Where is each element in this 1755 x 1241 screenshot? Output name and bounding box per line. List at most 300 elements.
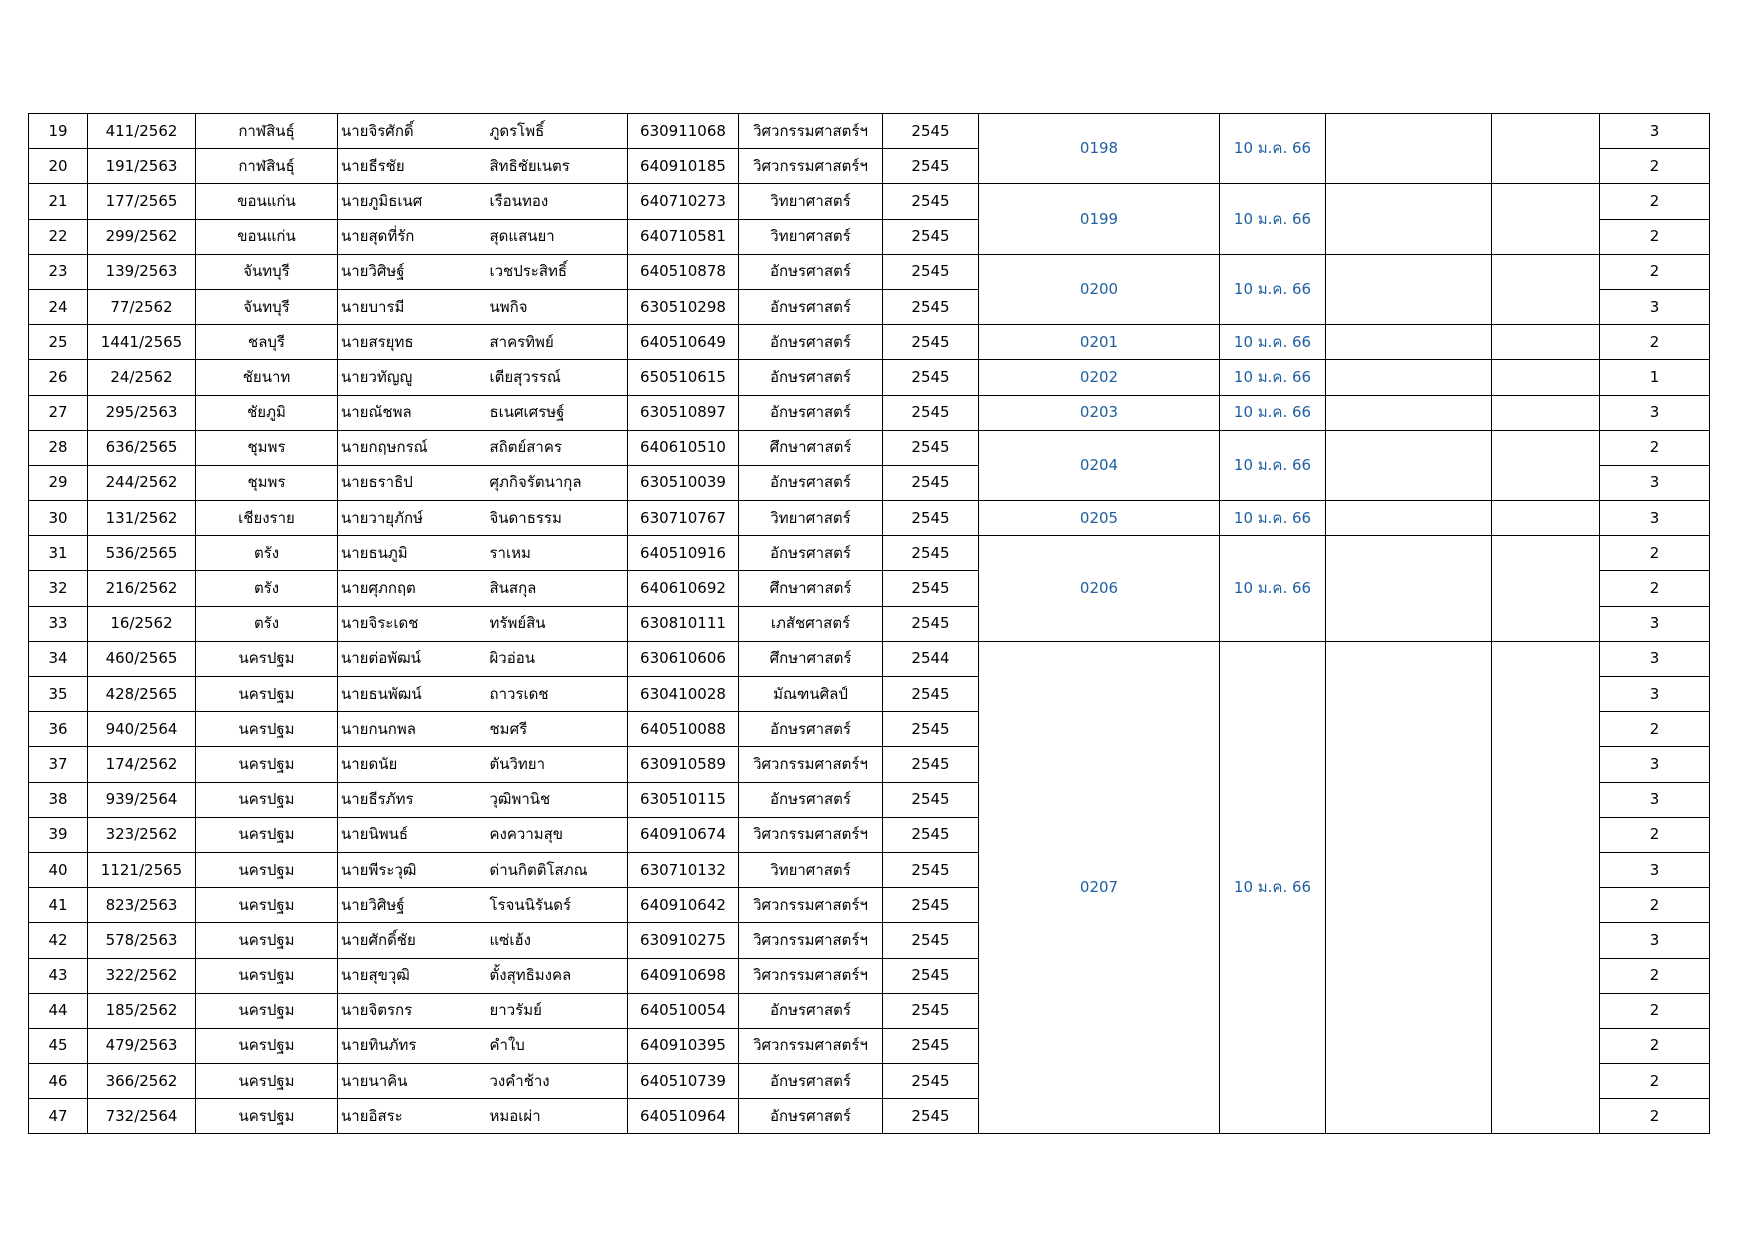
group-number-cell: 0199 <box>979 184 1220 254</box>
reference-number-cell: 244/2562 <box>88 465 196 500</box>
blank-cell-b <box>1492 501 1600 536</box>
count-cell: 2 <box>1600 1028 1710 1063</box>
table-row <box>29 395 1710 430</box>
first-name-cell: นายวิศิษฐ์ <box>338 888 486 923</box>
date-cell: 10 ม.ค. 66 <box>1220 325 1326 360</box>
birth-year-cell: 2545 <box>883 677 979 712</box>
student-id-cell: 630810111 <box>628 606 739 641</box>
surname-cell: ถาวรเดช <box>486 677 628 712</box>
table-row <box>29 184 1710 219</box>
reference-number-cell: 322/2562 <box>88 958 196 993</box>
date-cell: 10 ม.ค. 66 <box>1220 360 1326 395</box>
surname-cell: สิทธิชัยเนตร <box>486 149 628 184</box>
surname-cell: ยาวรัมย์ <box>486 993 628 1028</box>
birth-year-cell: 2545 <box>883 114 979 149</box>
blank-cell-a <box>1326 501 1492 536</box>
blank-cell-b <box>1492 114 1600 184</box>
surname-cell: ราเหม <box>486 536 628 571</box>
date-cell: 10 ม.ค. 66 <box>1220 641 1326 1134</box>
row-number-cell: 29 <box>29 465 88 500</box>
faculty-cell: อักษรศาสตร์ <box>739 465 883 500</box>
reference-number-cell: 732/2564 <box>88 1099 196 1134</box>
row-number-cell: 34 <box>29 641 88 676</box>
surname-cell: ชมศรี <box>486 712 628 747</box>
first-name-cell: นายอิสระ <box>338 1099 486 1134</box>
birth-year-cell: 2545 <box>883 360 979 395</box>
first-name-cell: นายธราธิป <box>338 465 486 500</box>
student-id-cell: 630910589 <box>628 747 739 782</box>
birth-year-cell: 2545 <box>883 395 979 430</box>
province-cell: ขอนแก่น <box>196 184 338 219</box>
reference-number-cell: 1441/2565 <box>88 325 196 360</box>
row-number-cell: 22 <box>29 219 88 254</box>
birth-year-cell: 2545 <box>883 712 979 747</box>
count-cell: 3 <box>1600 747 1710 782</box>
province-cell: นครปฐม <box>196 888 338 923</box>
reference-number-cell: 578/2563 <box>88 923 196 958</box>
row-number-cell: 20 <box>29 149 88 184</box>
blank-cell-b <box>1492 536 1600 642</box>
count-cell: 2 <box>1600 817 1710 852</box>
date-cell: 10 ม.ค. 66 <box>1220 254 1326 324</box>
row-number-cell: 28 <box>29 430 88 465</box>
student-id-cell: 630510897 <box>628 395 739 430</box>
count-cell: 3 <box>1600 923 1710 958</box>
reference-number-cell: 216/2562 <box>88 571 196 606</box>
surname-cell: ตันวิทยา <box>486 747 628 782</box>
province-cell: ชุมพร <box>196 430 338 465</box>
reference-number-cell: 460/2565 <box>88 641 196 676</box>
province-cell: จันทบุรี <box>196 254 338 289</box>
row-number-cell: 41 <box>29 888 88 923</box>
province-cell: ตรัง <box>196 571 338 606</box>
student-id-cell: 640510088 <box>628 712 739 747</box>
student-id-cell: 630710132 <box>628 852 739 887</box>
surname-cell: สุดแสนยา <box>486 219 628 254</box>
reference-number-cell: 366/2562 <box>88 1064 196 1099</box>
reference-number-cell: 177/2565 <box>88 184 196 219</box>
faculty-cell: วิทยาศาสตร์ <box>739 219 883 254</box>
birth-year-cell: 2545 <box>883 747 979 782</box>
student-id-cell: 640510739 <box>628 1064 739 1099</box>
student-id-cell: 630710767 <box>628 501 739 536</box>
student-id-cell: 640910185 <box>628 149 739 184</box>
student-id-cell: 630410028 <box>628 677 739 712</box>
birth-year-cell: 2545 <box>883 289 979 324</box>
table-row <box>29 430 1710 465</box>
student-id-cell: 640510916 <box>628 536 739 571</box>
first-name-cell: นายจิรศักดิ์ <box>338 114 486 149</box>
province-cell: กาฬสินธุ์ <box>196 114 338 149</box>
blank-cell-a <box>1326 536 1492 642</box>
row-number-cell: 27 <box>29 395 88 430</box>
birth-year-cell: 2545 <box>883 465 979 500</box>
birth-year-cell: 2545 <box>883 817 979 852</box>
date-cell: 10 ม.ค. 66 <box>1220 184 1326 254</box>
first-name-cell: นายบารมี <box>338 289 486 324</box>
surname-cell: คงความสุข <box>486 817 628 852</box>
count-cell: 2 <box>1600 254 1710 289</box>
reference-number-cell: 174/2562 <box>88 747 196 782</box>
first-name-cell: นายดนัย <box>338 747 486 782</box>
group-number-cell: 0201 <box>979 325 1220 360</box>
reference-number-cell: 191/2563 <box>88 149 196 184</box>
reference-number-cell: 636/2565 <box>88 430 196 465</box>
reference-number-cell: 823/2563 <box>88 888 196 923</box>
blank-cell-b <box>1492 360 1600 395</box>
faculty-cell: มัณฑนศิลป์ <box>739 677 883 712</box>
count-cell: 3 <box>1600 641 1710 676</box>
surname-cell: หมอเผ่า <box>486 1099 628 1134</box>
surname-cell: ผิวอ่อน <box>486 641 628 676</box>
faculty-cell: ศึกษาศาสตร์ <box>739 641 883 676</box>
reference-number-cell: 77/2562 <box>88 289 196 324</box>
first-name-cell: นายนาคิน <box>338 1064 486 1099</box>
student-id-cell: 640610510 <box>628 430 739 465</box>
first-name-cell: นายพีระวุฒิ <box>338 852 486 887</box>
count-cell: 1 <box>1600 360 1710 395</box>
faculty-cell: อักษรศาสตร์ <box>739 289 883 324</box>
first-name-cell: นายนิพนธ์ <box>338 817 486 852</box>
surname-cell: ภูดรโพธิ์ <box>486 114 628 149</box>
row-number-cell: 24 <box>29 289 88 324</box>
first-name-cell: นายศุภกฤต <box>338 571 486 606</box>
surname-cell: วุฒิพานิช <box>486 782 628 817</box>
first-name-cell: นายจิตรกร <box>338 993 486 1028</box>
birth-year-cell: 2545 <box>883 958 979 993</box>
faculty-cell: อักษรศาสตร์ <box>739 993 883 1028</box>
birth-year-cell: 2545 <box>883 184 979 219</box>
student-id-cell: 640910674 <box>628 817 739 852</box>
faculty-cell: อักษรศาสตร์ <box>739 395 883 430</box>
first-name-cell: นายธนพัฒน์ <box>338 677 486 712</box>
faculty-cell: วิศวกรรมศาสตร์ฯ <box>739 817 883 852</box>
row-number-cell: 47 <box>29 1099 88 1134</box>
surname-cell: เรือนทอง <box>486 184 628 219</box>
birth-year-cell: 2545 <box>883 536 979 571</box>
province-cell: ตรัง <box>196 606 338 641</box>
surname-cell: เตียสุวรรณ์ <box>486 360 628 395</box>
faculty-cell: ศึกษาศาสตร์ <box>739 571 883 606</box>
province-cell: นครปฐม <box>196 677 338 712</box>
first-name-cell: นายกฤษกรณ์ <box>338 430 486 465</box>
row-number-cell: 45 <box>29 1028 88 1063</box>
count-cell: 2 <box>1600 219 1710 254</box>
first-name-cell: นายวทัญญู <box>338 360 486 395</box>
student-id-cell: 640910698 <box>628 958 739 993</box>
count-cell: 2 <box>1600 571 1710 606</box>
row-number-cell: 42 <box>29 923 88 958</box>
count-cell: 2 <box>1600 958 1710 993</box>
student-id-cell: 640910642 <box>628 888 739 923</box>
birth-year-cell: 2545 <box>883 1064 979 1099</box>
blank-cell-a <box>1326 360 1492 395</box>
province-cell: ชุมพร <box>196 465 338 500</box>
student-id-cell: 630610606 <box>628 641 739 676</box>
first-name-cell: นายสุขวุฒิ <box>338 958 486 993</box>
reference-number-cell: 16/2562 <box>88 606 196 641</box>
reference-number-cell: 24/2562 <box>88 360 196 395</box>
province-cell: นครปฐม <box>196 817 338 852</box>
first-name-cell: นายภูมิธเนศ <box>338 184 486 219</box>
faculty-cell: วิศวกรรมศาสตร์ฯ <box>739 923 883 958</box>
student-id-cell: 640510054 <box>628 993 739 1028</box>
student-id-cell: 640510649 <box>628 325 739 360</box>
surname-cell: ด่านกิตติโสภณ <box>486 852 628 887</box>
date-cell: 10 ม.ค. 66 <box>1220 501 1326 536</box>
count-cell: 3 <box>1600 114 1710 149</box>
reference-number-cell: 299/2562 <box>88 219 196 254</box>
faculty-cell: วิศวกรรมศาสตร์ฯ <box>739 747 883 782</box>
table-row <box>29 114 1710 149</box>
student-id-cell: 650510615 <box>628 360 739 395</box>
student-id-cell: 630510039 <box>628 465 739 500</box>
student-id-cell: 640610692 <box>628 571 739 606</box>
birth-year-cell: 2545 <box>883 888 979 923</box>
surname-cell: สินสกุล <box>486 571 628 606</box>
group-number-cell: 0202 <box>979 360 1220 395</box>
date-cell: 10 ม.ค. 66 <box>1220 536 1326 642</box>
faculty-cell: วิทยาศาสตร์ <box>739 184 883 219</box>
first-name-cell: นายกนกพล <box>338 712 486 747</box>
faculty-cell: อักษรศาสตร์ <box>739 325 883 360</box>
birth-year-cell: 2545 <box>883 254 979 289</box>
count-cell: 3 <box>1600 852 1710 887</box>
count-cell: 3 <box>1600 677 1710 712</box>
province-cell: ชลบุรี <box>196 325 338 360</box>
faculty-cell: วิทยาศาสตร์ <box>739 501 883 536</box>
province-cell: นครปฐม <box>196 782 338 817</box>
first-name-cell: นายธีรภัทร <box>338 782 486 817</box>
reference-number-cell: 139/2563 <box>88 254 196 289</box>
group-number-cell: 0203 <box>979 395 1220 430</box>
reference-number-cell: 131/2562 <box>88 501 196 536</box>
count-cell: 2 <box>1600 149 1710 184</box>
roster-table <box>28 113 1710 1134</box>
first-name-cell: นายศักดิ์ชัย <box>338 923 486 958</box>
first-name-cell: นายวิศิษฐ์ <box>338 254 486 289</box>
blank-cell-a <box>1326 641 1492 1134</box>
table-row <box>29 254 1710 289</box>
row-number-cell: 37 <box>29 747 88 782</box>
group-number-cell: 0200 <box>979 254 1220 324</box>
surname-cell: จินดาธรรม <box>486 501 628 536</box>
province-cell: นครปฐม <box>196 1028 338 1063</box>
surname-cell: สถิตย์สาคร <box>486 430 628 465</box>
group-number-cell: 0205 <box>979 501 1220 536</box>
province-cell: นครปฐม <box>196 923 338 958</box>
first-name-cell: นายณัชพล <box>338 395 486 430</box>
reference-number-cell: 411/2562 <box>88 114 196 149</box>
blank-cell-a <box>1326 114 1492 184</box>
birth-year-cell: 2545 <box>883 923 979 958</box>
surname-cell: ธเนศเศรษฐ์ <box>486 395 628 430</box>
surname-cell: ทรัพย์สิน <box>486 606 628 641</box>
faculty-cell: วิศวกรรมศาสตร์ฯ <box>739 1028 883 1063</box>
student-id-cell: 640510964 <box>628 1099 739 1134</box>
first-name-cell: นายธีรชัย <box>338 149 486 184</box>
first-name-cell: นายวายุภักษ์ <box>338 501 486 536</box>
surname-cell: นพกิจ <box>486 289 628 324</box>
surname-cell: วงคำช้าง <box>486 1064 628 1099</box>
province-cell: นครปฐม <box>196 852 338 887</box>
group-number-cell: 0206 <box>979 536 1220 642</box>
province-cell: นครปฐม <box>196 1099 338 1134</box>
count-cell: 3 <box>1600 395 1710 430</box>
first-name-cell: นายสุดที่รัก <box>338 219 486 254</box>
blank-cell-b <box>1492 184 1600 254</box>
row-number-cell: 32 <box>29 571 88 606</box>
count-cell: 3 <box>1600 501 1710 536</box>
faculty-cell: อักษรศาสตร์ <box>739 254 883 289</box>
count-cell: 2 <box>1600 325 1710 360</box>
group-number-cell: 0204 <box>979 430 1220 500</box>
count-cell: 2 <box>1600 184 1710 219</box>
row-number-cell: 44 <box>29 993 88 1028</box>
province-cell: ขอนแก่น <box>196 219 338 254</box>
surname-cell: แซ่เฮ้ง <box>486 923 628 958</box>
table-row <box>29 501 1710 536</box>
reference-number-cell: 295/2563 <box>88 395 196 430</box>
faculty-cell: วิศวกรรมศาสตร์ฯ <box>739 114 883 149</box>
first-name-cell: นายธนภูมิ <box>338 536 486 571</box>
province-cell: จันทบุรี <box>196 289 338 324</box>
table-row <box>29 536 1710 571</box>
count-cell: 2 <box>1600 430 1710 465</box>
birth-year-cell: 2545 <box>883 782 979 817</box>
birth-year-cell: 2545 <box>883 993 979 1028</box>
count-cell: 2 <box>1600 536 1710 571</box>
birth-year-cell: 2545 <box>883 606 979 641</box>
row-number-cell: 36 <box>29 712 88 747</box>
faculty-cell: อักษรศาสตร์ <box>739 1064 883 1099</box>
birth-year-cell: 2545 <box>883 1028 979 1063</box>
province-cell: นครปฐม <box>196 712 338 747</box>
count-cell: 2 <box>1600 1099 1710 1134</box>
row-number-cell: 43 <box>29 958 88 993</box>
birth-year-cell: 2545 <box>883 219 979 254</box>
faculty-cell: วิศวกรรมศาสตร์ฯ <box>739 958 883 993</box>
reference-number-cell: 428/2565 <box>88 677 196 712</box>
count-cell: 2 <box>1600 1064 1710 1099</box>
count-cell: 3 <box>1600 606 1710 641</box>
row-number-cell: 46 <box>29 1064 88 1099</box>
row-number-cell: 39 <box>29 817 88 852</box>
count-cell: 2 <box>1600 993 1710 1028</box>
table-row <box>29 641 1710 676</box>
faculty-cell: อักษรศาสตร์ <box>739 1099 883 1134</box>
faculty-cell: ศึกษาศาสตร์ <box>739 430 883 465</box>
row-number-cell: 19 <box>29 114 88 149</box>
birth-year-cell: 2545 <box>883 1099 979 1134</box>
blank-cell-a <box>1326 325 1492 360</box>
birth-year-cell: 2545 <box>883 430 979 465</box>
surname-cell: โรจนนิรันดร์ <box>486 888 628 923</box>
blank-cell-b <box>1492 325 1600 360</box>
faculty-cell: วิศวกรรมศาสตร์ฯ <box>739 149 883 184</box>
student-id-cell: 640710581 <box>628 219 739 254</box>
date-cell: 10 ม.ค. 66 <box>1220 114 1326 184</box>
count-cell: 3 <box>1600 289 1710 324</box>
faculty-cell: วิทยาศาสตร์ <box>739 852 883 887</box>
birth-year-cell: 2545 <box>883 501 979 536</box>
reference-number-cell: 1121/2565 <box>88 852 196 887</box>
student-id-cell: 630510298 <box>628 289 739 324</box>
blank-cell-a <box>1326 254 1492 324</box>
row-number-cell: 38 <box>29 782 88 817</box>
reference-number-cell: 939/2564 <box>88 782 196 817</box>
group-number-cell: 0198 <box>979 114 1220 184</box>
first-name-cell: นายต่อพัฒน์ <box>338 641 486 676</box>
row-number-cell: 31 <box>29 536 88 571</box>
province-cell: ชัยนาท <box>196 360 338 395</box>
province-cell: นครปฐม <box>196 1064 338 1099</box>
count-cell: 3 <box>1600 465 1710 500</box>
student-id-cell: 640910395 <box>628 1028 739 1063</box>
province-cell: นครปฐม <box>196 958 338 993</box>
row-number-cell: 35 <box>29 677 88 712</box>
surname-cell: สาครทิพย์ <box>486 325 628 360</box>
faculty-cell: อักษรศาสตร์ <box>739 536 883 571</box>
reference-number-cell: 479/2563 <box>88 1028 196 1063</box>
blank-cell-b <box>1492 395 1600 430</box>
blank-cell-b <box>1492 430 1600 500</box>
table-row <box>29 325 1710 360</box>
reference-number-cell: 940/2564 <box>88 712 196 747</box>
blank-cell-a <box>1326 430 1492 500</box>
faculty-cell: เภสัชศาสตร์ <box>739 606 883 641</box>
reference-number-cell: 323/2562 <box>88 817 196 852</box>
count-cell: 3 <box>1600 782 1710 817</box>
faculty-cell: อักษรศาสตร์ <box>739 360 883 395</box>
faculty-cell: อักษรศาสตร์ <box>739 712 883 747</box>
birth-year-cell: 2545 <box>883 149 979 184</box>
date-cell: 10 ม.ค. 66 <box>1220 395 1326 430</box>
student-id-cell: 630910275 <box>628 923 739 958</box>
row-number-cell: 21 <box>29 184 88 219</box>
blank-cell-b <box>1492 254 1600 324</box>
birth-year-cell: 2545 <box>883 571 979 606</box>
roster-body <box>29 114 1710 1134</box>
birth-year-cell: 2545 <box>883 325 979 360</box>
count-cell: 2 <box>1600 888 1710 923</box>
row-number-cell: 26 <box>29 360 88 395</box>
reference-number-cell: 536/2565 <box>88 536 196 571</box>
first-name-cell: นายสรยุทธ <box>338 325 486 360</box>
faculty-cell: อักษรศาสตร์ <box>739 782 883 817</box>
student-id-cell: 630510115 <box>628 782 739 817</box>
birth-year-cell: 2544 <box>883 641 979 676</box>
birth-year-cell: 2545 <box>883 852 979 887</box>
province-cell: ตรัง <box>196 536 338 571</box>
table-row <box>29 360 1710 395</box>
province-cell: นครปฐม <box>196 641 338 676</box>
student-id-cell: 640510878 <box>628 254 739 289</box>
province-cell: นครปฐม <box>196 747 338 782</box>
student-id-cell: 630911068 <box>628 114 739 149</box>
surname-cell: เวชประสิทธิ์ <box>486 254 628 289</box>
surname-cell: ตั้งสุทธิมงคล <box>486 958 628 993</box>
surname-cell: ศุภกิจรัตนากุล <box>486 465 628 500</box>
first-name-cell: นายจิระเดช <box>338 606 486 641</box>
province-cell: นครปฐม <box>196 993 338 1028</box>
row-number-cell: 23 <box>29 254 88 289</box>
blank-cell-a <box>1326 184 1492 254</box>
row-number-cell: 40 <box>29 852 88 887</box>
group-number-cell: 0207 <box>979 641 1220 1134</box>
province-cell: เชียงราย <box>196 501 338 536</box>
row-number-cell: 30 <box>29 501 88 536</box>
